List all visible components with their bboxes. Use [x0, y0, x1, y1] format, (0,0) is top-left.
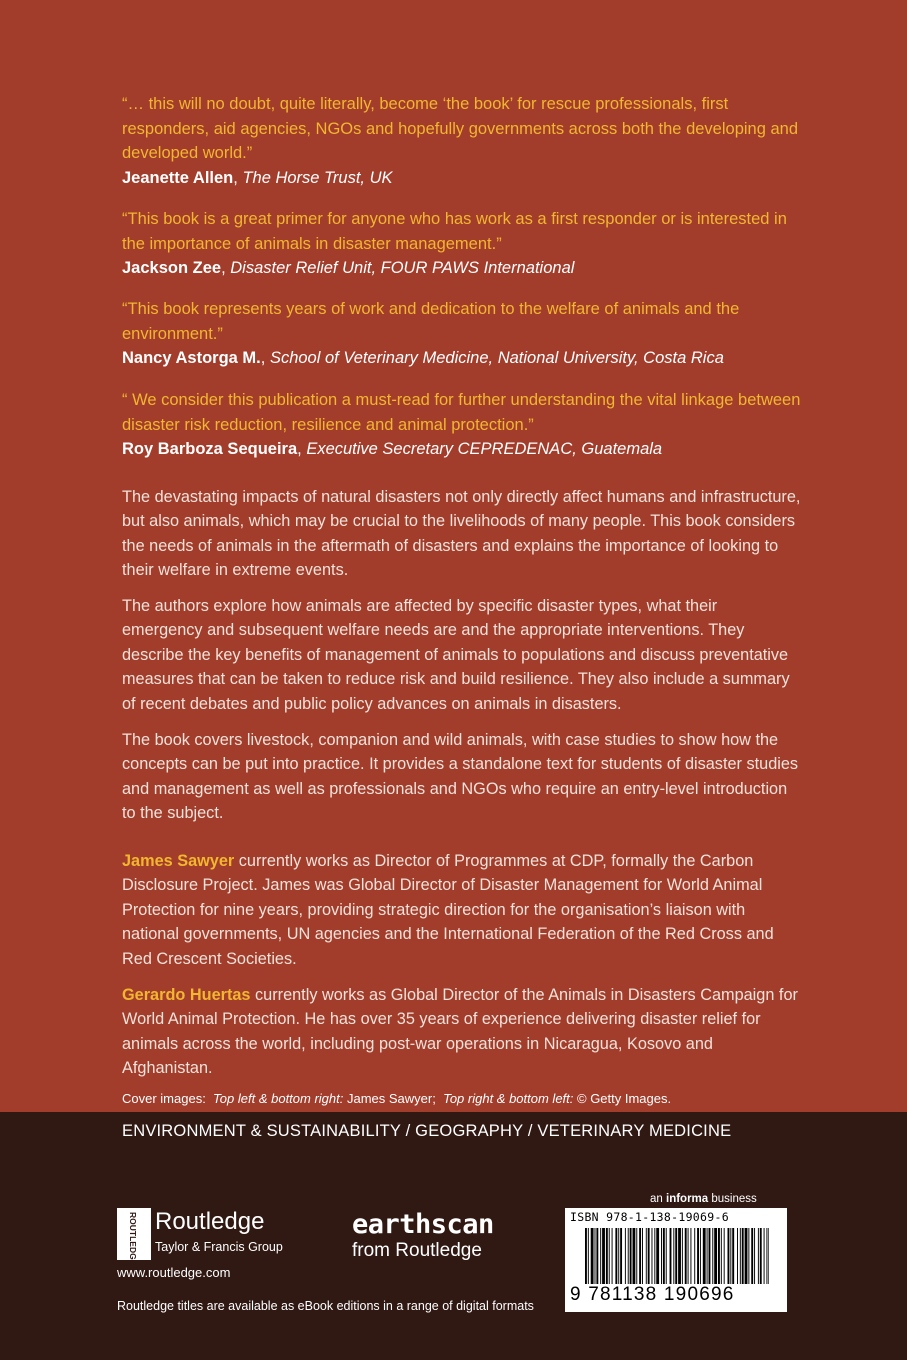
barcode-bar	[642, 1228, 643, 1284]
barcode-bar	[606, 1228, 608, 1284]
quote-text: “This book is a great primer for anyone who has work as a first responder or is interested in the importance of animals in disaster management.”	[122, 210, 787, 253]
author-name: Gerardo Huertas	[122, 986, 251, 1004]
routledge-logo-vertical-text: ROUTLEDGE	[128, 1212, 138, 1266]
barcode-bar	[754, 1228, 755, 1284]
barcode-bar	[700, 1228, 701, 1284]
barcode-bar	[732, 1228, 734, 1284]
endorsement-quote	[122, 297, 802, 371]
barcode-bar	[633, 1228, 636, 1284]
barcode-bar	[688, 1228, 689, 1284]
publisher-group: Taylor & Francis Group	[155, 1240, 283, 1254]
barcode-bar	[697, 1228, 699, 1284]
cover-image-credits: Cover images: Top left & bottom right: James Sawyer; Top right & bottom left: © Getty Images.	[122, 1091, 672, 1106]
endorsement-quote	[122, 388, 802, 462]
barcode-bar	[661, 1228, 662, 1284]
author-bio	[122, 849, 802, 971]
quote-attribution: Jackson Zee, Disaster Relief Unit, FOUR PAWS International	[122, 259, 575, 277]
barcode-bar	[588, 1228, 589, 1284]
barcode-bar	[600, 1228, 601, 1284]
quote-affiliation: The Horse Trust, UK	[242, 168, 393, 187]
barcode-bar	[618, 1228, 619, 1284]
barcode-bar	[636, 1228, 637, 1284]
barcode-bar	[675, 1228, 677, 1284]
publisher-url: www.routledge.com	[117, 1265, 231, 1280]
earthscan-logo	[352, 1210, 508, 1266]
quote-affiliation: Executive Secretary CEPREDENAC, Guatemala	[306, 440, 663, 458]
quote-author: Jeanette Allen	[122, 168, 234, 187]
barcode-bar	[730, 1228, 731, 1284]
quote-affiliation: School of Veterinary Medicine, National University, Costa Rica	[269, 349, 724, 367]
barcode-bar	[764, 1228, 765, 1284]
barcode-bar	[648, 1228, 650, 1284]
barcode-bar	[718, 1228, 720, 1284]
quote-author: Roy Barboza Sequeira	[122, 440, 298, 458]
barcode-bar	[678, 1228, 681, 1284]
barcode-bar	[721, 1228, 722, 1284]
barcode-bar	[654, 1228, 655, 1284]
barcode-bar	[760, 1228, 762, 1284]
barcode-bar	[639, 1228, 641, 1284]
ebook-note: Routledge titles are available as eBook editions in a range of digital formats	[117, 1299, 534, 1313]
barcode-bar	[709, 1228, 711, 1284]
barcode-bar	[712, 1228, 713, 1284]
description-paragraph: The authors explore how animals are affected by specific disaster types, what their emergency and subsequent welfare needs are and the appropriate interventions. They describe the key benefits of management of animals to populations and discuss preventative measures that can be taken to reduce risk and build resilience. They also include a summary of recent debates and public policy advances on animals in disasters.	[122, 597, 790, 713]
barcode-bar	[595, 1228, 596, 1284]
barcode-bar	[745, 1228, 748, 1284]
barcode-bar	[615, 1228, 617, 1284]
informa-tagline: an informa business	[650, 1193, 757, 1205]
quote-text: “… this will no doubt, quite literally, become ‘the book’ for rescue professionals, first responders, aid agencies, NGOs and hopefully governments across both the developing and developed world.”	[122, 95, 799, 162]
barcode-bar	[628, 1228, 629, 1284]
barcode-bar	[670, 1228, 672, 1284]
barcode-bar	[630, 1228, 632, 1284]
barcode-bar	[591, 1228, 594, 1284]
barcode-bars-icon	[585, 1228, 769, 1284]
barcode-bar	[737, 1228, 738, 1284]
barcode-bar	[652, 1228, 653, 1284]
barcode-bar	[751, 1228, 753, 1284]
isbn-label: ISBN 978-1-138-19069-6	[570, 1210, 729, 1224]
barcode-bar	[663, 1228, 665, 1284]
quote-author: Jackson Zee	[122, 259, 222, 277]
publisher-name: Routledge	[155, 1208, 265, 1235]
barcode-bar	[740, 1228, 741, 1284]
quote-attribution: Roy Barboza Sequeira, Executive Secretary CEPREDENAC, Guatemala	[122, 440, 663, 458]
barcode-bar	[682, 1228, 683, 1284]
barcode-bar	[768, 1228, 769, 1284]
barcode-bar	[666, 1228, 667, 1284]
quote-affiliation: Disaster Relief Unit, FOUR PAWS International	[230, 259, 575, 277]
barcode-bar	[625, 1228, 626, 1284]
barcode-bar	[646, 1228, 647, 1284]
barcode-bar	[758, 1228, 759, 1284]
barcode-bar	[714, 1228, 717, 1284]
author-name: James Sawyer	[122, 852, 235, 870]
subject-categories: ENVIRONMENT & SUSTAINABILITY / GEOGRAPHY / VETERINARY MEDICINE	[122, 1122, 732, 1140]
barcode-bar	[612, 1228, 613, 1284]
barcode-bar	[724, 1228, 725, 1284]
barcode-bar	[703, 1228, 706, 1284]
barcode-bar	[585, 1228, 587, 1284]
barcode-bar	[742, 1228, 744, 1284]
barcode-bar	[685, 1228, 687, 1284]
quote-text: “ We consider this publication a must-read for further understanding the vital linkage between disaster risk reduction, resilience and animal protection.”	[122, 391, 801, 434]
barcode-digits: 9 781138 190696	[570, 1284, 735, 1305]
barcode-bar	[694, 1228, 695, 1284]
barcode-bar	[707, 1228, 708, 1284]
barcode-bar	[748, 1228, 749, 1284]
author-bio	[122, 983, 802, 1081]
isbn-barcode	[565, 1208, 787, 1312]
back-cover-footer	[0, 1112, 907, 1360]
barcode-bar	[673, 1228, 674, 1284]
barcode-bar	[620, 1228, 622, 1284]
imprint-name: earthscan	[352, 1209, 494, 1240]
quote-attribution: Nancy Astorga M., School of Veterinary Medicine, National University, Costa Rica	[122, 349, 724, 367]
description-paragraph: The book covers livestock, companion and wild animals, with case studies to show how the concepts can be put into practice. It provides a standalone text for students of disaster studies and management as well as professionals and NGOs who require an entry-level introduction to the subject.	[122, 731, 799, 823]
description-paragraph: The devastating impacts of natural disasters not only directly affect humans and infrastructure, but also animals, which may be crucial to the livelihoods of many people. This book considers the needs of animals in the aftermath of disasters and explains the importance of looking to their welfare in extreme events.	[122, 488, 801, 580]
quote-author: Nancy Astorga M.	[122, 349, 261, 367]
author-bio-text: currently works as Director of Programmes at CDP, formally the Carbon Disclosure Project. James was Global Director of Disaster Management for World Animal Protection for nine years, providing strategic direction for the organisation’s liaison with national governments, UN agencies and the International Federation of the Red Cross and Red Crescent Societies.	[122, 852, 774, 968]
barcode-bar	[766, 1228, 767, 1284]
imprint-sub: from Routledge	[352, 1240, 482, 1261]
barcode-bar	[690, 1228, 691, 1284]
barcode-bar	[609, 1228, 610, 1284]
quote-attribution: Jeanette Allen, The Horse Trust, UK	[122, 168, 393, 187]
barcode-bar	[656, 1228, 659, 1284]
quote-text: “This book represents years of work and dedication to the welfare of animals and the environment.”	[122, 300, 740, 343]
barcode-bar	[602, 1228, 605, 1284]
endorsement-quote	[122, 207, 802, 281]
barcode-bar	[596, 1228, 598, 1284]
barcode-bar	[728, 1228, 730, 1284]
author-bio-text: currently works as Global Director of the Animals in Disasters Campaign for World Animal Protection. He has over 35 years of experience delivering disaster relief for animals across the world, including post-war operations in Nicaragua, Kosovo and Afghanistan.	[122, 986, 798, 1078]
endorsement-quote	[122, 92, 802, 190]
